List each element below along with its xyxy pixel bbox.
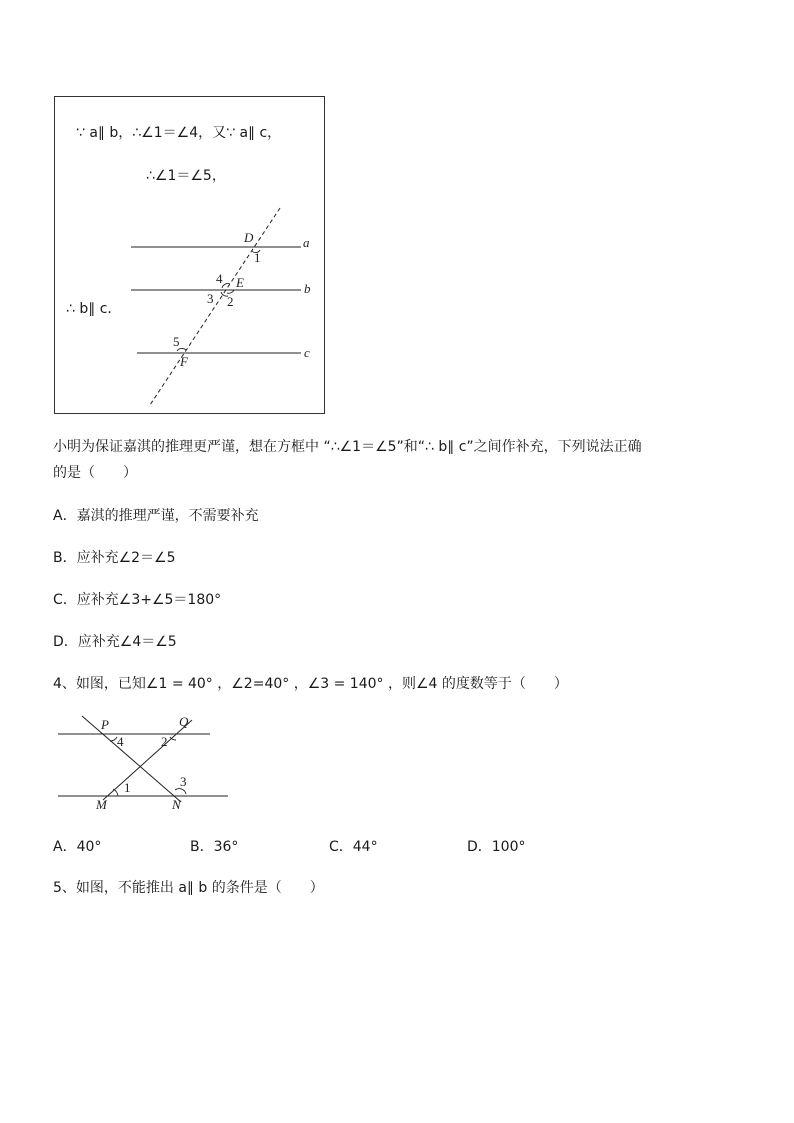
q4-label-angle-2: 2 bbox=[161, 734, 168, 749]
label-angle-2: 2 bbox=[227, 294, 234, 309]
q3-option-d: D．应补充∠4＝∠5 bbox=[53, 634, 177, 650]
label-D: D bbox=[244, 230, 254, 245]
q4-label-M: M bbox=[96, 797, 107, 812]
q4-label-angle-1: 1 bbox=[124, 780, 131, 795]
q4-option-c: C．44° bbox=[329, 839, 378, 855]
q4-angle-3-arc bbox=[175, 789, 186, 794]
q4-option-b: B．36° bbox=[190, 839, 239, 855]
label-angle-3: 3 bbox=[207, 291, 214, 306]
q4-option-d: D．100° bbox=[467, 839, 526, 855]
label-line-b: b bbox=[304, 281, 311, 296]
proof-line-3: ∴ b∥ c． bbox=[66, 301, 122, 317]
label-F: F bbox=[180, 354, 188, 369]
proof-line-2: ∴∠1＝∠5， bbox=[146, 168, 226, 184]
q4-label-P: P bbox=[101, 717, 109, 732]
q4-line-qm bbox=[103, 720, 192, 800]
label-angle-4: 4 bbox=[216, 271, 223, 286]
q4-stem: 4、如图，已知∠1 = 40° ，∠2=40° ，∠3 = 140° ，则∠4 的度数等于（ ） bbox=[53, 676, 568, 692]
proof-line-1: ∵ a∥ b，∴∠1＝∠4，又∵ a∥ c， bbox=[76, 125, 282, 141]
q4-angle-4-arc bbox=[110, 737, 117, 741]
q5-stem: 5、如图，不能推出 a∥ b 的条件是（ ） bbox=[53, 880, 324, 896]
q3-stem-line-1: 小明为保证嘉淇的推理更严谨，想在方框中 “∴∠1＝∠5”和“∴ b∥ c”之间作补充，下列说法正确 bbox=[53, 439, 642, 455]
label-angle-5: 5 bbox=[173, 334, 180, 349]
q4-line-pn bbox=[82, 716, 181, 802]
label-E: E bbox=[236, 275, 244, 290]
label-angle-1: 1 bbox=[254, 250, 261, 265]
q3-option-b: B．应补充∠2＝∠5 bbox=[53, 550, 176, 566]
q4-label-angle-3: 3 bbox=[180, 774, 187, 789]
label-line-a: a bbox=[303, 235, 310, 250]
label-line-c: c bbox=[304, 345, 310, 360]
q4-label-N: N bbox=[172, 797, 181, 812]
q3-stem-line-2: 的是（ ） bbox=[53, 465, 137, 481]
q3-option-a: A．嘉淇的推理严谨，不需要补充 bbox=[53, 508, 259, 524]
q4-option-a: A．40° bbox=[53, 839, 102, 855]
q4-label-angle-4: 4 bbox=[117, 734, 124, 749]
q4-label-Q: Q bbox=[179, 714, 189, 729]
q3-option-c: C．应补充∠3+∠5＝180° bbox=[53, 592, 222, 608]
